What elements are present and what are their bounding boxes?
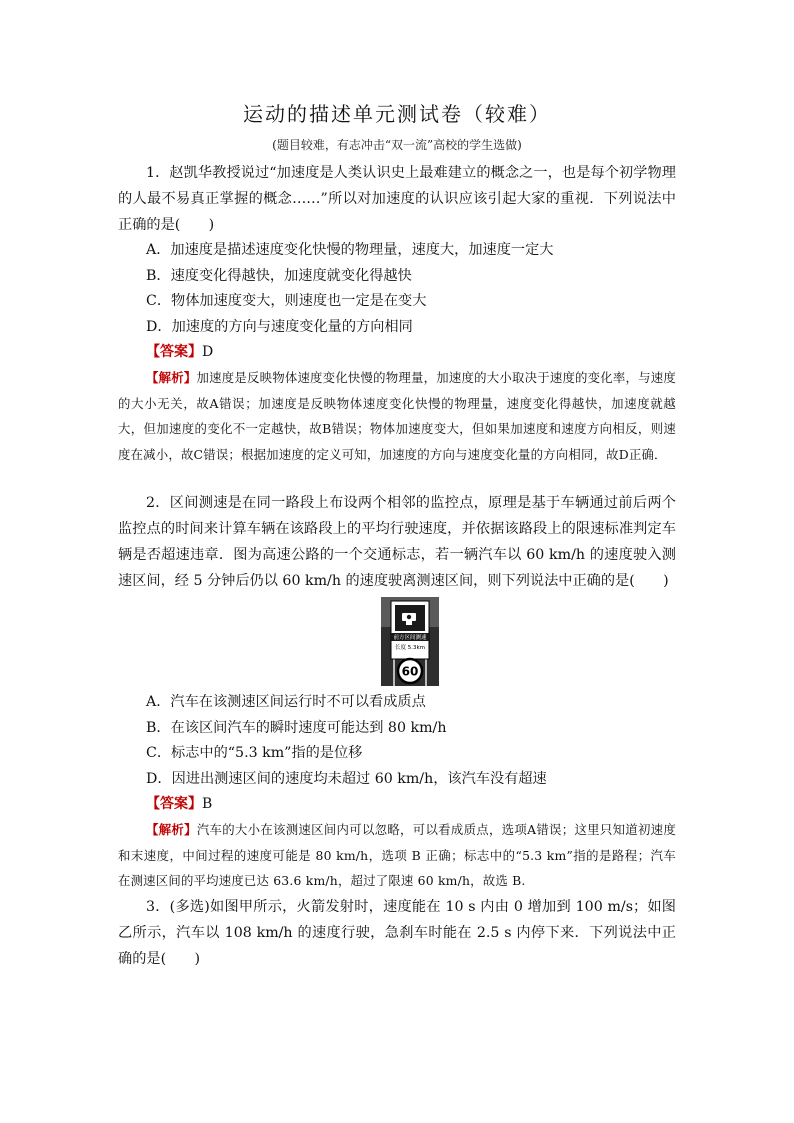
question-2-answer [118, 792, 676, 817]
question-2 [118, 490, 676, 594]
explanation-text: 加速度是反映物体速度变化快慢的物理量，加速度的大小取决于速度的变化率，与速度的大小无关，故A错误；加速度是反映物体速度变化快慢的物理量，速度变化得越快，加速度就越大，但加速度的变化不一定越快，故B错误；物体加速度变大，但如果加速度和速度方向相反，则速度在减小，故C错误；根据加速度的定义可知，加速度的方向与速度变化量的方向相同，故D正确． [118, 370, 676, 462]
answer-tag: 【答案】 [146, 796, 202, 812]
question-2-option-c: C．标志中的“5.3 km”指的是位移 [146, 745, 363, 761]
traffic-sign-photo [381, 597, 439, 686]
question-1-option-b: B．速度变化得越快，加速度就变化得越快 [146, 267, 412, 284]
question-2-option-a: A．汽车在该测速区间运行时不可以看成质点 [146, 694, 426, 710]
question-2-explanation [118, 817, 676, 894]
question-1-option-c: C．物体加速度变大，则速度也一定是在变大 [146, 293, 427, 309]
question-1-explanation [118, 365, 676, 467]
sign-text-line1: 前方区间测速 [393, 635, 427, 641]
question-1 [118, 160, 676, 467]
question-1-option-d: D．加速度的方向与速度变化量的方向相同 [146, 318, 413, 335]
question-1-answer [118, 340, 676, 365]
answer-value: B [202, 796, 213, 812]
question-2-option-b: B．在该区间汽车的瞬时速度可能达到 80 km/h [146, 719, 447, 736]
question-2-option-d: D．因进出测速区间的速度均未超过 60 km/h，该汽车没有超速 [146, 770, 547, 787]
question-1-option-a: A．加速度是描述速度变化快慢的物理量，速度大，加速度一定大 [146, 242, 554, 258]
sign-text-line2: 长度 5.3km [394, 645, 426, 651]
question-1-stem: 1．赵凯华教授说过“加速度是人类认识史上最难建立的概念之一，也是每个初学物理的人最不易真正掌握的概念……”所以对加速度的认识应该引起大家的重视．下列说法中正确的是( ) [118, 165, 676, 233]
question-2-options [118, 690, 676, 894]
explanation-text: 汽车的大小在该测速区间内可以忽略，可以看成质点，选项A错误；这里只知道初速度和末速度，中间过程的速度可能是 80 km/h，选项 B 正确；标志中的“5.3 km”指的是路程；汽车在测速区间的平均速度已达 63.6 km/h，超过了限速 60 km/h，故选 B. [118, 822, 676, 888]
question-2-stem: 2．区间测速是在同一路段上布设两个相邻的监控点，原理是基于车辆通过前后两个监控点的时间来计算车辆在该路段上的平均行驶速度，并依据该路段上的限速标准判定车辆是否超速违章．图为高速公路的一个交通标志，若一辆汽车以 60 km/h 的速度驶入测速区间，经 5 分钟后仍以 60 km/h 的速度驶离测速区间，则下列说法中正确的是( ) [118, 495, 676, 589]
question-3-stem: 3．(多选)如图甲所示，火箭发射时，速度能在 10 s 内由 0 增加到 100 m/s；如图乙所示，汽车以 108 km/h 的速度行驶，急刹车时能在 2.5 s 内停下来．下列说法中正确的是( ) [118, 899, 676, 967]
question-3 [118, 894, 676, 972]
answer-tag: 【答案】 [146, 344, 202, 360]
answer-value: D [202, 344, 214, 360]
traffic-sign-illustration [381, 597, 439, 686]
speed-limit-number: 60 [401, 664, 419, 679]
page-subtitle: (题目较难，有志冲击“双一流”高校的学生选做) [272, 138, 522, 152]
page-title: 运动的描述单元测试卷（较难） [243, 102, 551, 126]
explanation-tag: 【解析】 [146, 822, 197, 837]
explanation-tag: 【解析】 [146, 370, 197, 385]
